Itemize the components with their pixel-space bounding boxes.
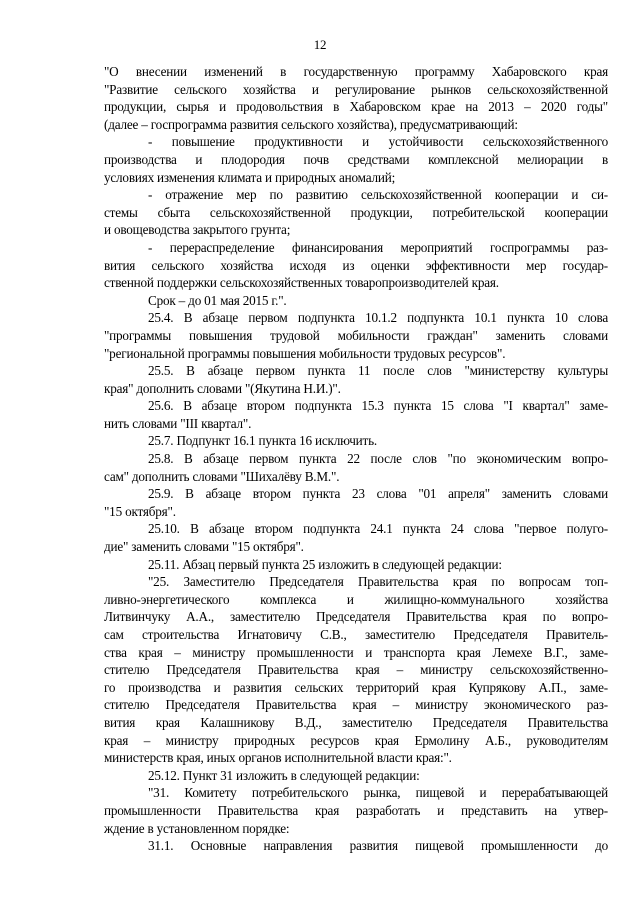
text-line: 25.8. В абзаце первом пункта 22 после слов "по экономическим вопро-: [148, 451, 608, 467]
text-line: продукции, сырья и продовольствия в Хабаровском крае на 2013 – 2020 годы": [104, 99, 608, 115]
text-line: "Развитие сельского хозяйства и регулирование рынков сельскохозяйственной: [104, 81, 608, 97]
text-line: условиях изменения климата и природных аномалий;: [104, 169, 396, 185]
text-line: го производства и развития сельских территорий края Купрякову А.П., заме-: [104, 679, 608, 695]
text-line: 25.10. В абзаце втором подпункта 24.1 пункта 24 слова "первое полуго-: [148, 521, 608, 537]
text-line: 31.1. Основные направления развития пищевой промышленности до: [148, 838, 608, 854]
text-line: Срок – до 01 мая 2015 г.".: [148, 292, 287, 308]
text-line: дие" заменить словами "15 октября".: [104, 539, 304, 555]
text-line: "О внесении изменений в государственную программу Хабаровского края: [104, 64, 608, 79]
text-line: ства края – министру промышленности и транспорта края Лемехе В.Г., заме-: [104, 644, 608, 660]
text-line: министерств края, иных органов исполнительной власти края:".: [104, 750, 452, 766]
text-line: края" дополнить словами "(Якутина Н.И.)".: [104, 380, 341, 396]
text-line: 25.11. Абзац первый пункта 25 изложить в следующей редакции:: [148, 556, 502, 572]
text-line: "25. Заместителю Председателя Правительства края по вопросам топ-: [148, 574, 608, 590]
text-line: "программы повышения трудовой мобильности граждан" заменить словами: [104, 327, 608, 343]
text-line: ливно-энергетического комплекса и жилищно-коммунального хозяйства: [104, 591, 608, 607]
text-line: 25.7. Подпункт 16.1 пункта 16 исключить.: [148, 433, 378, 449]
text-line: "31. Комитету потребительского рынка, пищевой и перерабатывающей: [148, 785, 608, 801]
text-line: 25.5. В абзаце первом пункта 11 после слов "министерству культуры: [148, 363, 608, 379]
text-line: края – министру природных ресурсов края Ермолину А.Б., руководителям: [104, 732, 608, 748]
text-line: - перераспределение финансирования мероприятий госпрограммы раз-: [148, 239, 608, 255]
text-line: - повышение продуктивности и устойчивости сельскохозяйственного: [148, 134, 608, 150]
page-number: 12: [313, 37, 327, 52]
text-line: ственной поддержки сельскохозяйственных товаропроизводителей края.: [104, 275, 499, 291]
text-line: производства и плодородия почв средствами комплексной мелиорации в: [104, 151, 608, 167]
text-line: вития сельского хозяйства исходя из оценки эффективности мер государ-: [104, 257, 608, 273]
document-body: [104, 63, 608, 855]
text-line: (далее – госпрограмма развития сельского хозяйства), предусматривающий:: [104, 116, 518, 132]
text-line: 25.6. В абзаце втором подпункта 15.3 пункта 15 слова "I квартал" заме-: [148, 398, 608, 414]
text-line: и овощеводства закрытого грунта;: [104, 222, 291, 238]
text-line: "региональной программы повышения мобильности трудовых ресурсов".: [104, 345, 506, 361]
text-line: 25.12. Пункт 31 изложить в следующей редакции:: [148, 767, 420, 783]
text-line: нить словами "III квартал".: [104, 415, 252, 431]
text-line: Литвинчуку А.А., заместителю Председателя Правительства края по вопро-: [104, 609, 608, 625]
text-line: - отражение мер по развитию сельскохозяйственной кооперации и си-: [148, 187, 608, 203]
text-line: промышленности Правительства края разработать и представить на утвер-: [104, 802, 608, 818]
text-line: ждение в установленном порядке:: [104, 820, 290, 836]
text-line: сам строительства Игнатовичу С.В., заместителю Председателя Правитель-: [104, 627, 608, 642]
text-line: сам" дополнить словами "Шихалёву В.М.".: [104, 468, 340, 484]
text-line: 25.4. В абзаце первом подпункта 10.1.2 подпункта 10.1 пункта 10 слова: [148, 310, 608, 326]
text-line: стемы сбыта сельскохозяйственной продукции, потребительской кооперации: [104, 204, 608, 220]
text-line: стителю Председателя Правительства края – министру сельскохозяйственно-: [104, 662, 608, 678]
text-line: "15 октября".: [104, 503, 176, 519]
text-line: 25.9. В абзаце втором пункта 23 слова "01 апреля" заменить словами: [148, 486, 608, 502]
text-line: вития края Калашникову В.Д., заместителю Председателя Правительства: [104, 714, 608, 730]
text-line: стителю Председателя Правительства края – министру экономического раз-: [104, 697, 608, 713]
